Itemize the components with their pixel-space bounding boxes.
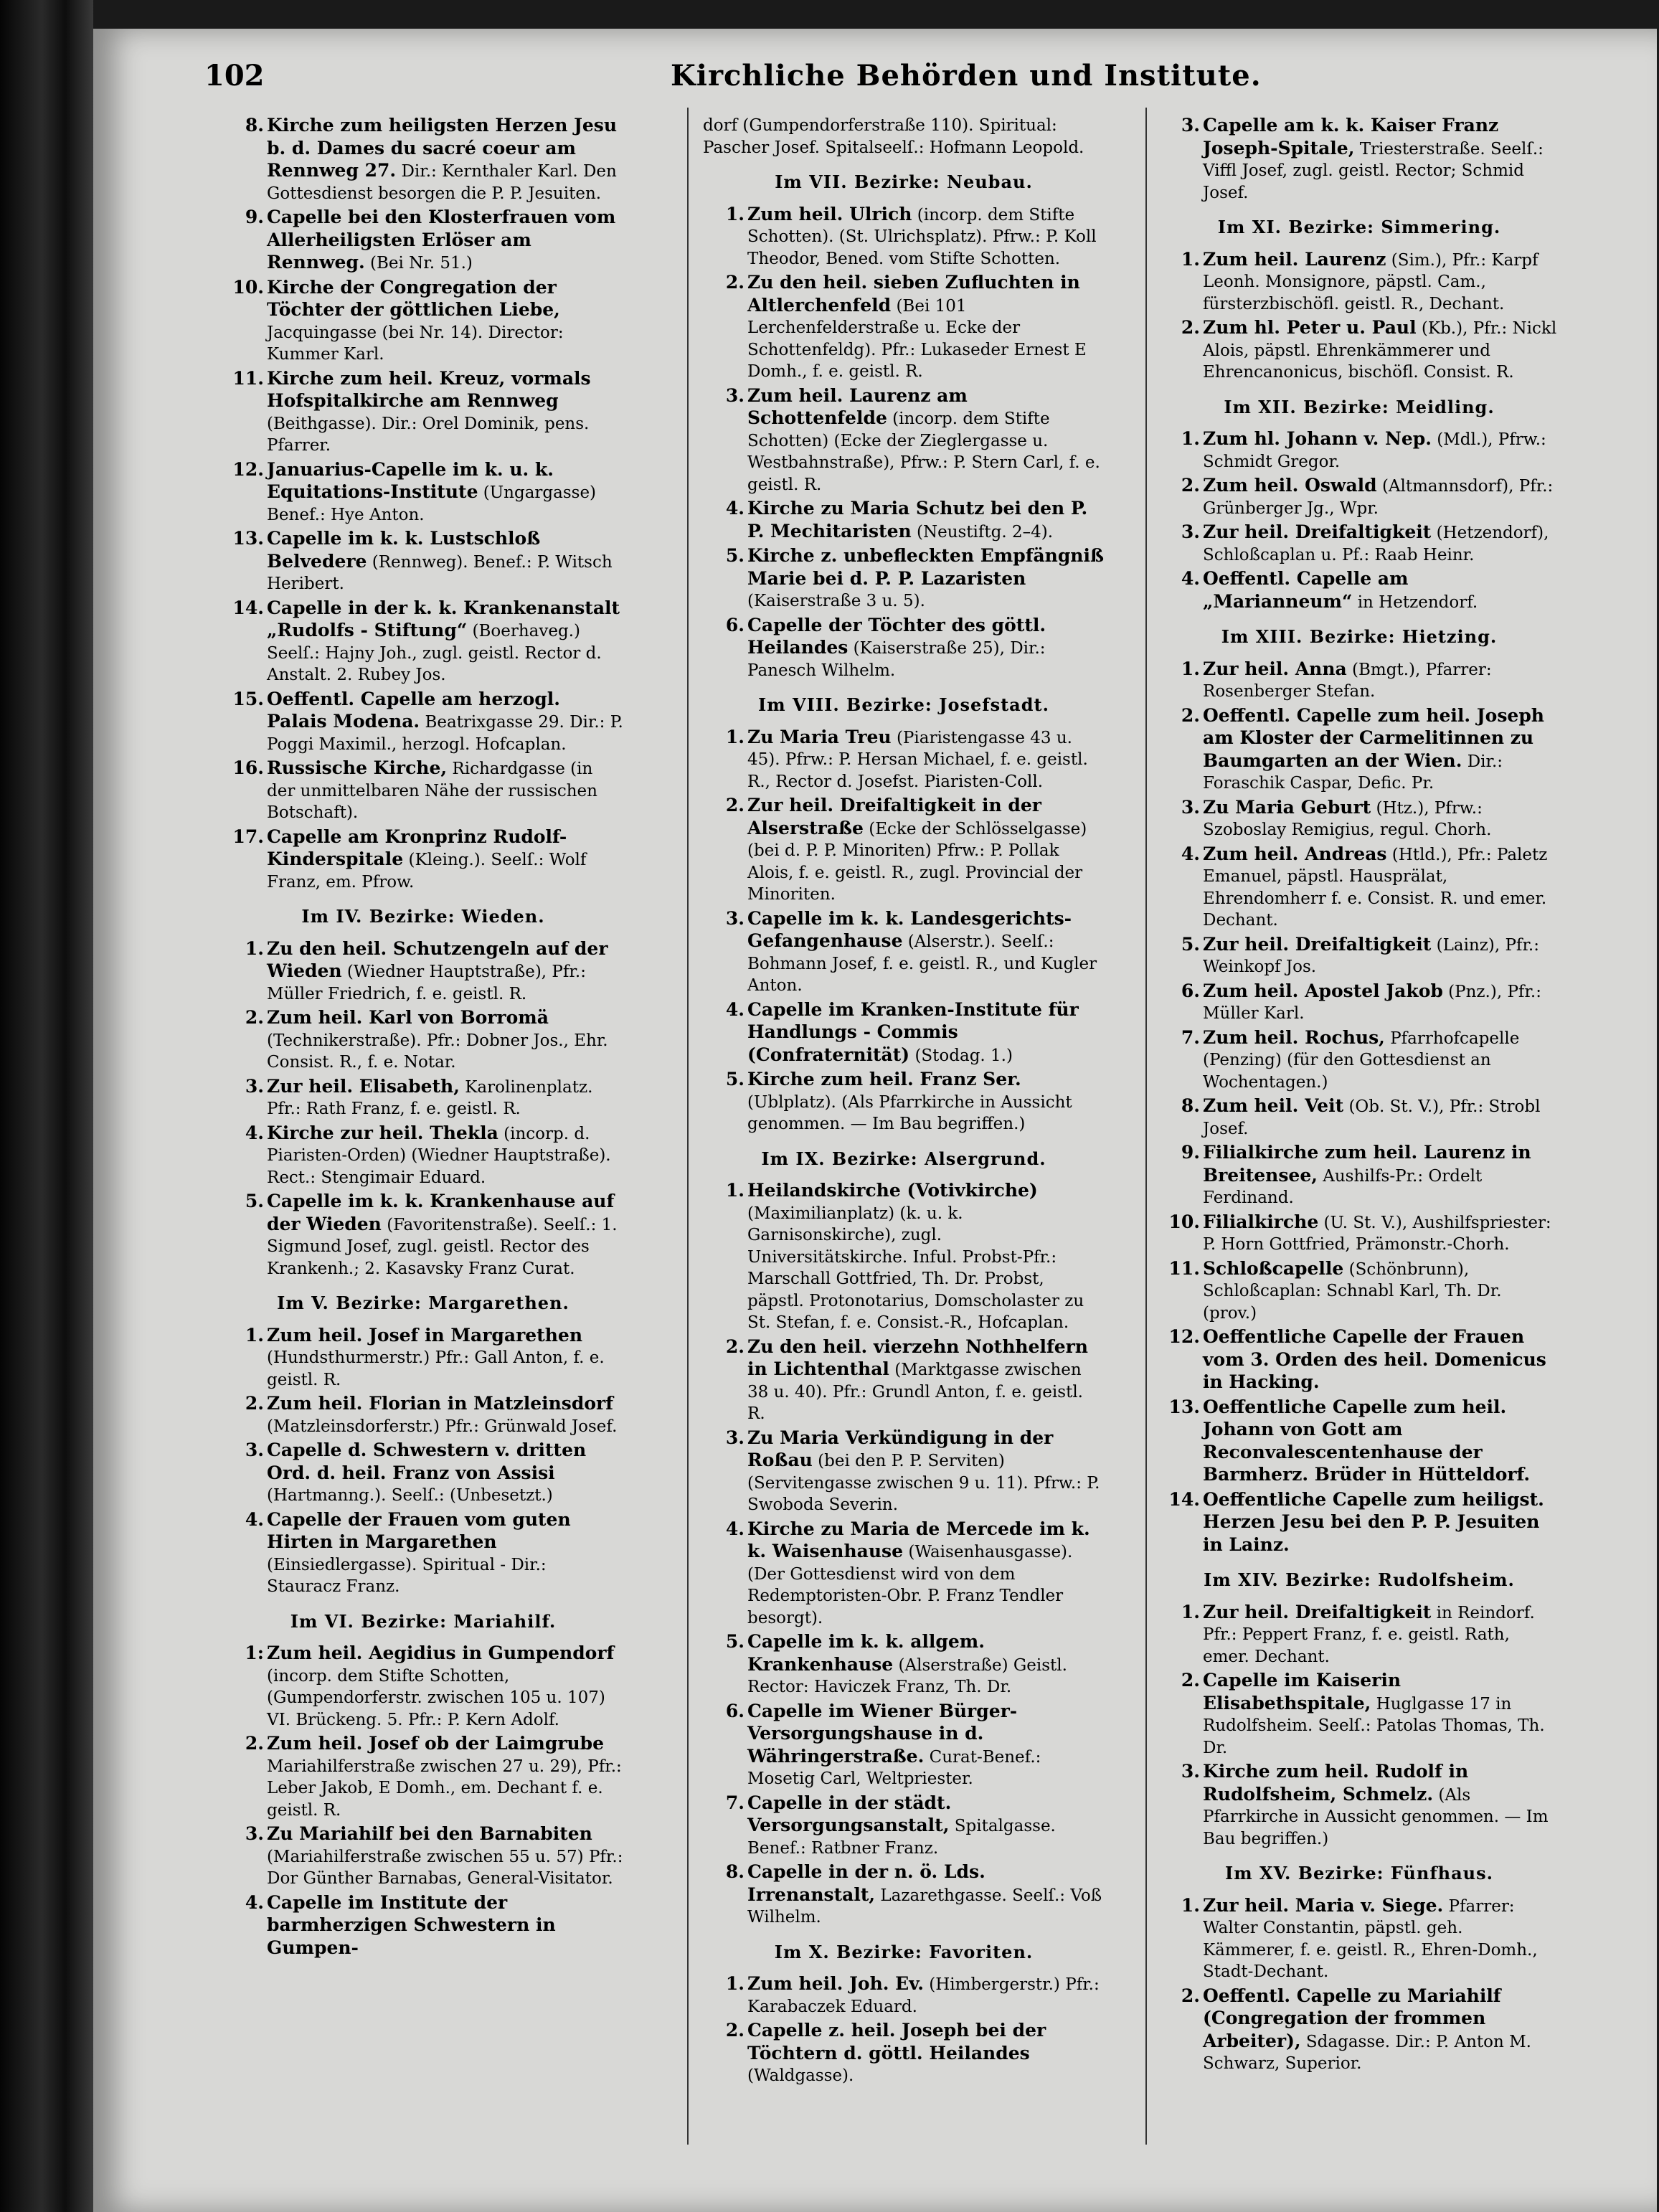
entry-info: (Himbergerstr.) Pfr.: Karabaczek Eduard. [747,1975,1100,2016]
church-entry [1158,705,1560,795]
entry-number: 4. [245,1891,264,1913]
church-entry [703,2020,1105,2087]
entry-info: (Altmannsdorf), Pfr.: Grünberger Jg., Wpr. [1203,477,1554,518]
entry-number: 9. [1181,1142,1200,1163]
section-heading: Im V. Bezirke: Margarethen. [277,1292,569,1313]
church-entry [1158,934,1560,978]
entry-number: 1. [1181,1601,1200,1622]
entry-name: Oeffentl. Capelle zum heil. Joseph am Kloster der Carmelitinnen zu Baumgarten an der Wien. [1203,704,1544,771]
entry-number: 9. [245,207,264,227]
entry-name: Kirche der Congregation der Töchter der göttlichen Liebe, [267,276,560,320]
entry-info: (incorp. dem Stifte Schotten, (Gumpendorferstr. zwischen 105 u. 107) VI. Brückeng. 5. Pfr.: P. Kern Adolf. [267,1666,605,1729]
entry-name: Capelle im k. k. allgem. Krankenhause [747,1631,985,1675]
entry-info: (Piaristengasse 43 u. 45). Pfrw.: P. Hersan Michael, f. e. geistl. R., Rector d. Josefst. Piaristen-Coll. [747,728,1088,791]
entry-info: (Hetzendorf), Schloßcaplan u. Pf.: Raab Heinr. [1203,524,1549,564]
entry-name: Zu Maria Treu [747,726,892,747]
entry-info: (Beithgasse). Dir.: Orel Dominik, pens. Pfarrer. [267,414,590,455]
entry-name: Oeffentl. Capelle zu Mariahilf (Congregation der frommen Arbeiter), [1203,1985,1501,2051]
entry-name: Zum heil. Florian in Matzleinsdorf [267,1393,613,1414]
entry-info: (Marktgasse zwischen 38 u. 40). Pfr.: Grundl Anton, f. e. geistl. R. [747,1361,1083,1423]
entry-number: 4. [725,998,745,1020]
entry-number: 2. [1181,1670,1200,1691]
entry-info: in Hetzendorf. [1357,592,1478,612]
entry-number: 17. [232,826,264,847]
entry-info: (Hundsthurmerstr.) Pfr.: Gall Anton, f. e. geistl. R. [267,1348,605,1389]
entry-info: (Kb.), Pfr.: Nickl Alois, päpstl. Ehrenkämmerer und Ehrencanonicus, bischöfl. Consist. R. [1203,319,1557,382]
church-entry [222,826,624,894]
entry-info: (Ecke der Schlösselgasse) (bei d. P. P. Minoriten) Pfrw.: P. Pollak Alois, f. e. geistl. R., zugl. Provincial der Minoriten. [747,819,1087,904]
entry-number: 3. [725,1427,745,1448]
entry-name: Zum heil. Andreas [1203,843,1387,864]
church-entry [703,498,1105,543]
church-entry [222,1643,624,1731]
page-number: 102 [204,59,265,93]
entry-number: 2. [725,272,745,293]
section-heading: Im IX. Bezirke: Alsergrund. [761,1148,1046,1169]
entry-info: (incorp. dem Stifte Schotten) (Ecke der Zieglergasse u. Westbahnstraße), Pfrw.: P. Stern Carl, f. e. geistl. R. [747,410,1100,494]
entry-info: (Kaiserstraße 25), Dir.: Panesch Wilhelm. [747,639,1046,680]
entry-info: Karolinenplatz. Pfr.: Rath Franz, f. e. geistl. R. [267,1077,593,1118]
entry-info: (Maximilianplatz) (k. u. k. Garnisonskirche), zugl. Universitätskirche. Inful. Probst-Pfr.: Marschall Gottfried, Th. Dr. Probst, päpstl. Protonotarius, Domscholaster zu St. Stefan, f. e. Consist.-R., Hofcaplan. [747,1204,1084,1332]
entry-number: 13. [1168,1396,1200,1417]
entry-number: 3. [1181,796,1200,818]
church-entry [703,204,1105,270]
entry-info: (Stodag. 1.) [914,1046,1013,1065]
entry-info: Lazarethgasse. Seelſ.: Voß Wilhelm. [747,1886,1102,1927]
church-entry [222,1007,624,1074]
entry-name: Filialkirche zum heil. Laurenz in Breitensee, [1203,1142,1531,1186]
entry-number: 14. [232,597,264,618]
church-entry [1158,1326,1560,1394]
entry-number: 4. [1181,843,1200,864]
section-heading: Im X. Bezirke: Favoriten. [774,1941,1034,1962]
entry-name: Zur heil. Dreifaltigkeit [1203,1601,1432,1622]
entry-number: 4. [245,1122,264,1143]
entry-name: Zur heil. Dreifaltigkeit [1203,933,1432,955]
church-entry [703,615,1105,682]
entry-name: Zum hl. Peter u. Paul [1203,317,1417,338]
entry-info: (Boerhaveg.) Seelſ.: Hajny Joh., zugl. geistl. Rector d. Anstalt. 2. Rubey Jos. [267,622,602,684]
entry-name: Kirche z. unbefleckten Empfängniß Marie bei d. P. P. Lazaristen [747,545,1104,589]
section-heading: Im XII. Bezirke: Meidling. [1224,396,1495,417]
entry-name: Oeffentl. Capelle am „Marianneum“ [1203,568,1409,612]
entry-name: Zum heil. Josef ob der Laimgrube [267,1733,605,1754]
entry-number: 3. [725,907,745,929]
entry-name: Januarius-Capelle im k. u. k. Equitations-Institute [267,458,554,502]
church-entry [703,1973,1105,2018]
entry-number: 4. [245,1508,264,1530]
entry-name: Oeffentliche Capelle der Frauen vom 3. Orden des heil. Domenicus in Hacking. [1203,1326,1546,1392]
column-rule [1145,108,1147,2145]
entry-number: 1. [725,1180,745,1201]
church-entry [703,1861,1105,1929]
entry-name: Zu Maria Geburt [1203,796,1371,818]
entry-number: 5. [725,1631,745,1652]
entry-number: 8. [245,115,264,136]
entry-info: (Wiedner Hauptstraße), Pfr.: Müller Friedrich, f. e. geistl. R. [267,963,586,1003]
church-entry [222,1509,624,1598]
entry-info: (Schönbrunn), Schloßcaplan: Schnabl Karl, Th. Dr. (prov.) [1203,1259,1502,1323]
entry-name: Kirche zu Maria de Mercede im k. k. Waisenhause [747,1518,1090,1561]
church-entry [222,757,624,824]
church-entry [1158,568,1560,613]
entry-name: Capelle der Töchter des göttl. Heilandes [747,614,1046,658]
entry-info: (Neustiftg. 2–4). [916,522,1054,542]
entry-name: Zum heil. Josef in Margarethen [267,1324,582,1346]
section-heading: Im XIII. Bezirke: Hietzing. [1221,626,1498,647]
church-entry [222,1393,624,1437]
entry-name: Zur heil. Maria v. Siege. [1203,1894,1444,1916]
section-heading: Im XV. Bezirke: Fünfhaus. [1225,1863,1493,1883]
entry-info: Spitalgasse. Benef.: Ratbner Franz. [747,1817,1056,1858]
church-entry [1158,521,1560,566]
entry-name: Zu den heil. sieben Zufluchten in Altlerchenfeld [747,272,1080,316]
church-entry [703,272,1105,383]
entry-name: Capelle am k. k. Kaiser Franz Joseph-Spitale, [1203,115,1499,159]
entry-number: 1. [1181,658,1200,679]
entry-name: Oeffentl. Capelle am herzogl. Palais Modena. [267,688,560,732]
entry-number: 8. [725,1861,745,1882]
entry-info: (Bei Nr. 51.) [369,254,473,273]
church-entry [222,938,624,1006]
entry-info: Aushilfs-Pr.: Ordelt Ferdinand. [1203,1166,1483,1207]
entry-number: 2. [725,795,745,816]
church-entry [703,1427,1105,1516]
church-entry [1158,1095,1560,1140]
entry-name: Capelle d. Schwestern v. dritten Ord. d. heil. Franz von Assisi [267,1440,587,1483]
entry-info: Jacquingasse (bei Nr. 14). Director: Kummer Karl. [267,323,564,364]
church-entry [703,545,1105,613]
church-entry [1158,843,1560,932]
entry-info: Dir.: Kernthaler Karl. Den Gottesdienst besorgen die P. P. Jesuiten. [267,162,617,203]
entry-number: 3. [725,384,745,406]
entry-number: 2. [725,1336,745,1357]
church-entry [222,597,624,686]
entry-info: dorf (Gumpendorferstraße 110). Spiritual: Pascher Josef. Spitalseelſ.: Hofmann Leopold. [703,116,1084,157]
entry-number: 3. [245,1823,264,1844]
entry-name: Zum heil. Oswald [1203,475,1377,496]
entry-name: Zu den heil. Schutzengeln auf der Wieden [267,937,608,981]
entry-number: 15. [232,688,264,709]
entry-name: Capelle in der städt. Versorgungsanstalt, [747,1792,952,1835]
entry-number: 1. [1181,1894,1200,1916]
entry-number: 7. [1181,1026,1200,1048]
entry-info: Huglgasse 17 in Rudolfsheim. Seelſ.: Patolas Thomas, Th. Dr. [1203,1694,1545,1757]
entry-number: 3. [245,1440,264,1460]
church-entry [1158,317,1560,384]
entry-number: 1. [725,726,745,747]
entry-name: Zum heil. Veit [1203,1095,1344,1116]
church-entry [222,689,624,756]
entry-name: Zum heil. Aegidius in Gumpendorf [267,1643,615,1663]
church-entry [222,115,624,204]
church-entry [703,1180,1105,1334]
entry-info: (Mdl.), Pfrw.: Schmidt Gregor. [1203,430,1546,471]
church-entry [222,1892,624,1960]
church-entry [222,207,624,275]
church-entry [1158,1211,1560,1256]
entry-info: (Waisenhausgasse). (Der Gottesdienst wird von dem Redemptoristen-Obr. P. Franz Tendler besorgt). [747,1543,1073,1627]
entry-number: 1. [245,1324,264,1346]
entry-info: (Als Pfarrkirche in Aussicht genommen. — Im Bau begriffen.) [1203,1785,1549,1848]
church-entry [1158,1670,1560,1759]
entry-number: 12. [232,458,264,480]
column-1 [222,115,624,1962]
entry-info: (Htz.), Pfrw.: Szoboslay Remigius, regul. Chorh. [1203,798,1492,839]
section-heading: Im VI. Bezirke: Mariahilf. [290,1610,557,1632]
entry-name: Capelle im Kaiserin Elisabethspitale, [1203,1670,1401,1714]
entry-number: 2. [245,1733,264,1754]
church-entry [1158,1027,1560,1094]
entry-name: Capelle in der k. k. Krankenanstalt „Rudolfs - Stiftung“ [267,597,620,641]
column-2 [703,115,1105,2089]
entry-info: (Rennweg). Benef.: P. Witsch Heribert. [267,552,613,593]
page-header [111,59,1632,102]
entry-number: 12. [1168,1326,1200,1347]
entry-info: in Reindorf. Pfr.: Peppert Franz, f. e. geistl. Rath, emer. Dechant. [1203,1603,1535,1666]
entry-number: 2. [1181,1985,1200,2006]
entry-number: 6. [725,614,745,635]
entry-name: Zum heil. Rochus, [1203,1026,1385,1048]
entry-number: 5. [725,545,745,566]
church-entry [1158,1761,1560,1850]
church-entry [1158,475,1560,519]
entry-info: (Einsiedlergasse). Spiritual - Dir.: Stauracz Franz. [267,1555,547,1596]
entry-number: 13. [232,528,264,549]
section-heading: Im XI. Bezirke: Simmering. [1217,217,1501,237]
entry-name: Capelle im Kranken-Institute für Handlungs - Commis (Confraternität) [747,998,1079,1065]
entry-info: (U. St. V.), Aushilfspriester: P. Horn Gottfried, Prämonstr.-Chorh. [1203,1213,1551,1254]
column-3 [1158,115,1560,2077]
church-entry [1158,1489,1560,1557]
entry-info: (Sim.), Pfr.: Karpf Leonh. Monsignore, päpstl. Cam., fürsterzbischöfl. geistl. R., Dechant. [1203,250,1539,313]
entry-number: 5. [1181,933,1200,955]
church-entry [703,1631,1105,1698]
church-entry [1158,249,1560,316]
church-entry [1158,1396,1560,1487]
church-entry [703,999,1105,1067]
church-entry [222,277,624,366]
entry-name: Kirche zum heil. Kreuz, vormals Hofspitalkirche am Rennweg [267,367,591,411]
entry-number: 2. [245,1007,264,1028]
church-entry [222,1076,624,1120]
entry-number: 2. [1181,704,1200,726]
church-entry [703,1518,1105,1630]
section-heading: Im VII. Bezirke: Neubau. [775,171,1033,192]
entry-number: 3. [1181,1761,1200,1782]
entry-name: Russische Kirche, [267,757,448,778]
church-entry [222,368,624,457]
entry-info: (bei den P. P. Serviten) (Servitengasse zwischen 9 u. 11). Pfrw.: P. Swoboda Severin. [747,1452,1100,1514]
entry-name: Zu Mariahilf bei den Barnabiten [267,1823,592,1844]
entry-name: Filialkirche [1203,1211,1319,1232]
church-entry [703,908,1105,997]
entry-number: 10. [1168,1211,1200,1232]
church-entry [222,1325,624,1391]
entry-info: (Waldgasse). [747,2066,854,2085]
entry-number: 1. [1181,248,1200,270]
entry-name: Heilandskirche (Votivkirche) [747,1180,1038,1201]
church-entry [703,1069,1105,1135]
entry-info: Richardgasse (in der unmittelbaren Nähe der russischen Botschaft). [267,760,597,822]
entry-name: Kirche zu Maria Schutz bei den P. P. Mechitaristen [747,498,1088,542]
entry-info: (incorp. d. Piaristen-Orden) (Wiedner Hauptstraße). Rect.: Stengimair Eduard. [267,1124,611,1187]
church-entry [222,528,624,595]
entry-info: (Hartmanng.). Seelſ.: (Unbesetzt.) [267,1486,553,1505]
entry-info: (Pnz.), Pfr.: Müller Karl. [1203,982,1541,1023]
church-entry [222,1191,624,1280]
church-entry [1158,428,1560,473]
entry-info: Curat-Benef.: Mosetig Carl, Weltpriester. [747,1747,1041,1788]
entry-number: 3. [245,1075,264,1097]
church-entry [222,459,624,526]
church-entry [222,1122,624,1189]
church-entry [703,727,1105,793]
entry-name: Oeffentliche Capelle zum heiligst. Herzen Jesu bei den P. P. Jesuiten in Lainz. [1203,1488,1544,1555]
church-entry [1158,658,1560,703]
column-rule [687,108,689,2145]
entry-info: Triesterstraße. Seelſ.: Viffl Josef, zugl. geistl. Rector; Schmid Josef. [1203,139,1544,202]
church-entry [1158,1985,1560,2075]
entry-name: Capelle im Institute der barmherzigen Schwestern in Gumpen- [267,1891,556,1958]
church-entry [1158,115,1560,204]
entry-name: Kirche zum heiligsten Herzen Jesu b. d. Dames du sacré coeur am Rennweg 27. [267,115,618,181]
entry-number: 1: [245,1643,264,1663]
entry-info: Pfarrhofcapelle (Penzing) (für den Gottesdienst an Wochentagen.) [1203,1029,1520,1092]
church-entry [703,385,1105,496]
book-spine [0,0,93,2212]
entry-name: Zum heil. Ulrich [747,203,912,224]
entry-info: (Ublplatz). (Als Pfarrkirche in Aussicht genommen. — Im Bau begriffen.) [747,1092,1072,1133]
entry-name: Zur heil. Anna [1203,658,1347,679]
entry-name: Zum heil. Laurenz am Schottenfelde [747,384,968,428]
entry-number: 6. [1181,980,1200,1001]
entry-name: Kirche zum heil. Franz Ser. [747,1069,1021,1090]
entry-info: (Alserstraße) Geistl. Rector: Haviczek Franz, Th. Dr. [747,1655,1067,1696]
church-entry [703,1336,1105,1425]
page-title: Kirchliche Behörden und Institute. [671,59,1262,93]
entry-number: 1. [245,937,264,959]
entry-number: 2. [725,2020,745,2041]
entry-number: 1. [725,1973,745,1994]
entry-name: Zu Maria Verkündigung in der Roßau [747,1427,1054,1470]
section-heading: Im XIV. Bezirke: Rudolfsheim. [1204,1569,1515,1590]
entry-info: (Mariahilferstraße zwischen 55 u. 57) Pfr.: Dor Günther Barnabas, General-Visitator. [267,1847,623,1888]
church-entry [1158,1895,1560,1983]
entry-name: Capelle im k. k. Lustschloß Belvedere [267,528,541,572]
entry-number: 6. [725,1700,745,1721]
section-heading: Im VIII. Bezirke: Josefstadt. [758,694,1049,715]
entry-name: Capelle in der n. ö. Lds. Irrenanstalt, [747,1861,986,1905]
church-entry [1158,980,1560,1025]
entry-name: Capelle z. heil. Joseph bei der Töchtern d. göttl. Heilandes [747,2020,1046,2064]
entry-number: 10. [232,276,264,298]
entry-info: Mariahilferstraße zwischen 27 u. 29), Pfr.: Leber Jakob, E Domh., em. Dechant f. e. geistl. R. [267,1757,622,1820]
entry-number: 2. [1181,317,1200,338]
entry-name: Zum hl. Johann v. Nep. [1203,428,1432,449]
entry-info: (Lainz), Pfr.: Weinkopf Jos. [1203,935,1539,976]
entry-number: 14. [1168,1488,1200,1510]
entry-name: Zum heil. Joh. Ev. [747,1973,924,1994]
entry-info: (Favoritenstraße). Seelſ.: 1. Sigmund Josef, zugl. geistl. Rector des Krankenh.; 2. Kasavsky Franz Curat. [267,1215,618,1278]
entry-info: (Bei 101 Lerchenfelderstraße u. Ecke der Schottenfeldg). Pfr.: Lukaseder Ernest E Domh., f. e. geistl. R. [747,296,1087,381]
church-entry [222,1440,624,1507]
entry-number: 5. [725,1069,745,1090]
entry-info: Sdagasse. Dir.: P. Anton M. Schwarz, Superior. [1203,2032,1531,2073]
entry-name: Capelle bei den Klosterfrauen vom Allerheiligsten Erlöser am Rennweg. [267,207,616,273]
entry-number: 5. [245,1191,264,1211]
entry-name: Kirche zum heil. Rudolf in Rudolfsheim, Schmelz. [1203,1761,1469,1805]
entry-number: 16. [232,757,264,778]
church-entry [1158,1142,1560,1209]
entry-name: Capelle im Wiener Bürger-Versorgungshause in d. Währingerstraße. [747,1700,1018,1767]
entry-name: Capelle im k. k. Krankenhause auf der Wieden [267,1191,615,1234]
church-entry [1158,797,1560,841]
entry-info: (Ungargasse) Benef.: Hye Anton. [267,483,597,524]
church-entry [1158,1258,1560,1325]
entry-name: Oeffentliche Capelle zum heil. Johann von Gott am Reconvalescentenhause der Barmherz. Brüder in Hütteldorf. [1203,1396,1531,1485]
section-heading: Im IV. Bezirke: Wieden. [301,906,545,927]
entry-info: (Alserstr.). Seelſ.: Bohmann Josef, f. e. geistl. R., und Kugler Anton. [747,932,1097,995]
entry-name: Zur heil. Elisabeth, [267,1075,460,1097]
entry-number: 7. [725,1792,745,1813]
entry-number: 3. [1181,521,1200,542]
entry-name: Capelle am Kronprinz Rudolf-Kinderspitale [267,826,567,869]
entry-info: (Kleing.). Seelſ.: Wolf Franz, em. Pfrow. [267,851,587,892]
entry-info: (Bmgt.), Pfarrer: Rosenberger Stefan. [1203,660,1492,701]
church-entry [703,795,1105,906]
entry-number: 4. [725,1518,745,1539]
entry-info: (Technikerstraße). Pfr.: Dobner Jos., Ehr. Consist. R., f. e. Notar. [267,1031,608,1072]
entry-name: Zur heil. Dreifaltigkeit [1203,521,1432,542]
entry-name: Schloßcapelle [1203,1257,1344,1279]
entry-number: 8. [1181,1095,1200,1116]
church-entry [222,1733,624,1821]
entry-info: Beatrixgasse 29. Dir.: P. Poggi Maximil., herzogl. Hofcaplan. [267,713,623,754]
entry-number: 4. [725,498,745,519]
entry-number: 3. [1181,115,1200,136]
entry-number: 1. [1181,428,1200,449]
entry-info: (Ob. St. V.), Pfr.: Strobl Josef. [1203,1097,1541,1138]
entry-number: 1. [725,203,745,224]
entry-info: (incorp. dem Stifte Schotten). (St. Ulrichsplatz). Pfrw.: P. Koll Theodor, Bened. vom Stifte Schotten. [747,205,1097,268]
entry-info: (Kaiserstraße 3 u. 5). [747,592,925,610]
church-entry [222,1823,624,1890]
entry-name: Zur heil. Dreifaltigkeit in der Alserstraße [747,795,1041,838]
entry-number: 2. [1181,475,1200,496]
entry-number: 4. [1181,568,1200,589]
entry-name: Capelle der Frauen vom guten Hirten in Margarethen [267,1508,571,1552]
entry-name: Zum heil. Laurenz [1203,248,1386,270]
entry-info: (Matzleinsdorferstr.) Pfr.: Grünwald Josef. [267,1417,618,1436]
entry-name: Kirche zur heil. Thekla [267,1122,498,1143]
entry-info: (Htld.), Pfr.: Paletz Emanuel, päpstl. Hausprälat, Ehrendomherr f. e. Consist. R. und emer. Dechant. [1203,845,1548,930]
entry-number: 2. [245,1393,264,1414]
entry-number: 11. [232,367,264,389]
entry-name: Zum heil. Karl von Borromä [267,1007,549,1028]
entry-info: Dir.: Foraschik Caspar, Defic. Pr. [1203,752,1503,793]
entry-name: Zu den heil. vierzehn Nothhelfern in Lichtenthal [747,1336,1088,1379]
entry-number: 11. [1168,1257,1200,1279]
entry-continuation [703,115,1105,159]
entry-info: Pfarrer: Walter Constantin, päpstl. geh. Kämmerer, f. e. geistl. R., Ehren-Domh., Stadt-Dechant. [1203,1896,1538,1981]
entry-name: Capelle im k. k. Landesgerichts-Gefangenhause [747,907,1072,951]
entry-name: Zum heil. Apostel Jakob [1203,980,1443,1001]
church-entry [1158,1602,1560,1668]
church-entry [703,1701,1105,1790]
church-entry [703,1792,1105,1860]
